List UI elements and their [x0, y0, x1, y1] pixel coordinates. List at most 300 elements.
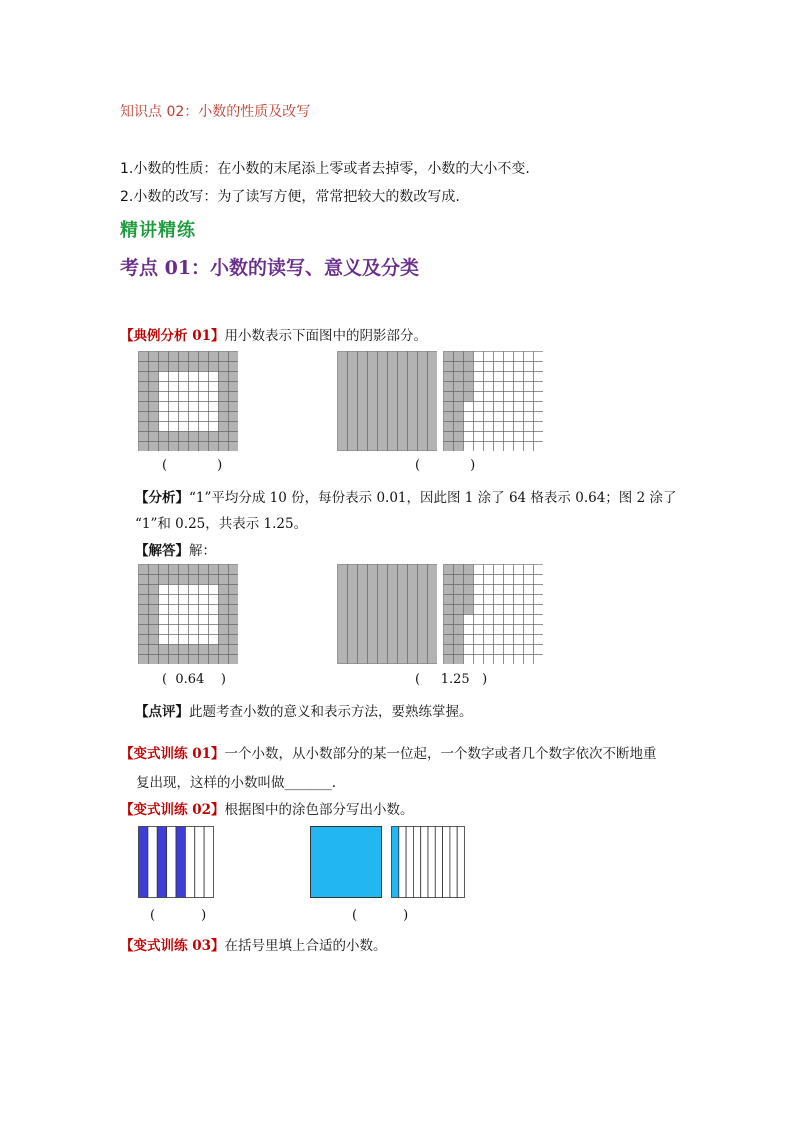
grid-cell	[189, 575, 199, 585]
grid-cell	[494, 442, 504, 452]
grid-cell	[464, 615, 474, 625]
strip	[338, 565, 348, 664]
grid-cell	[139, 565, 149, 575]
grid-cell	[219, 382, 229, 392]
grid-cell	[484, 402, 494, 412]
grid-cell	[189, 605, 199, 615]
grid-cell	[149, 655, 159, 665]
grid-cell	[464, 645, 474, 655]
grid-cell	[169, 362, 179, 372]
knowledge-item-1: 1.小数的性质：在小数的末尾添上零或者去掉零，小数的大小不变.	[120, 161, 530, 177]
grid-cell	[454, 392, 464, 402]
grid-cell	[534, 585, 544, 595]
grid-cell	[229, 422, 239, 432]
grid-cell	[494, 655, 504, 665]
section-heading: 精讲精练	[120, 220, 196, 241]
grid-cell	[179, 645, 189, 655]
grid-cell	[524, 372, 534, 382]
strip	[139, 827, 148, 898]
strip	[443, 827, 450, 898]
grid-cell	[534, 565, 544, 575]
grid-cell	[474, 362, 484, 372]
grid-cell	[454, 625, 464, 635]
grid-cell	[454, 605, 464, 615]
grid-cell	[504, 645, 514, 655]
grid-cell	[139, 635, 149, 645]
practice-1-tag: 【变式训练 01】	[120, 746, 225, 762]
grid-cell	[444, 382, 454, 392]
grid-cell	[189, 615, 199, 625]
grid-cell	[474, 392, 484, 402]
strip	[388, 352, 398, 451]
strip	[418, 352, 428, 451]
grid-cell	[179, 442, 189, 452]
grid-cell	[189, 382, 199, 392]
strip	[368, 565, 378, 664]
grid-cell	[514, 382, 524, 392]
grid-cell	[514, 625, 524, 635]
grid-cell	[209, 442, 219, 452]
grid-cell	[219, 362, 229, 372]
grid-cell	[179, 595, 189, 605]
grid-cell	[524, 402, 534, 412]
grid-cell	[199, 605, 209, 615]
knowledge-point-title: 知识点 02：小数的性质及改写	[120, 104, 311, 120]
grid-cell	[209, 372, 219, 382]
grid-cell	[454, 585, 464, 595]
grid-cell	[149, 615, 159, 625]
grid-cell	[229, 362, 239, 372]
grid-cell	[514, 575, 524, 585]
grid-cell	[209, 362, 219, 372]
strip	[348, 565, 358, 664]
grid-cell	[189, 585, 199, 595]
grid-cell	[229, 655, 239, 665]
grid-cell	[159, 615, 169, 625]
grid-cell	[444, 442, 454, 452]
strip	[392, 827, 399, 898]
grid-cell	[484, 362, 494, 372]
grid-cell	[474, 655, 484, 665]
comment-tag: 【点评】	[135, 704, 189, 720]
answer-value-2: ( 1.25 )	[415, 672, 488, 687]
grid-cell	[199, 412, 209, 422]
grid-cell	[514, 412, 524, 422]
practice-blank-2: ( )	[352, 908, 409, 923]
grid-cell	[199, 352, 209, 362]
strip	[408, 565, 418, 664]
grid-cell	[229, 372, 239, 382]
grid-cell	[484, 432, 494, 442]
grid-cell	[139, 402, 149, 412]
grid-cell	[484, 635, 494, 645]
grid-cell	[534, 402, 544, 412]
grid-cell	[169, 605, 179, 615]
grid-cell	[534, 352, 544, 362]
grid-cell	[189, 595, 199, 605]
grid-cell	[159, 645, 169, 655]
grid-cell	[504, 362, 514, 372]
answer-line: 【解答】解：	[135, 543, 216, 559]
grid-cell	[444, 412, 454, 422]
practice-3-tag: 【变式训练 03】	[120, 938, 225, 954]
grid-cell	[494, 372, 504, 382]
grid-cell	[484, 382, 494, 392]
grid-cell	[474, 382, 484, 392]
grid-cell	[149, 442, 159, 452]
grid-cell	[149, 585, 159, 595]
grid-cell	[149, 605, 159, 615]
grid-cell	[219, 442, 229, 452]
grid-cell	[444, 595, 454, 605]
grid-cell	[514, 362, 524, 372]
grid-cell	[524, 565, 534, 575]
strip	[378, 352, 388, 451]
grid-cell	[514, 565, 524, 575]
grid-cell	[484, 655, 494, 665]
grid-cell	[169, 402, 179, 412]
grid-cell	[514, 372, 524, 382]
grid-cell	[149, 382, 159, 392]
grid-cell	[454, 372, 464, 382]
grid-cell	[534, 372, 544, 382]
grid-cell	[444, 362, 454, 372]
grid-cell	[179, 412, 189, 422]
grid-cell	[219, 422, 229, 432]
strip	[157, 827, 166, 898]
grid-cell	[524, 442, 534, 452]
grid-cell	[504, 432, 514, 442]
grid-cell	[219, 402, 229, 412]
grid-cell	[444, 352, 454, 362]
grid-cell	[189, 362, 199, 372]
grid-cell	[514, 635, 524, 645]
grid-cell	[524, 605, 534, 615]
grid-cell	[464, 432, 474, 442]
grid-cell	[534, 442, 544, 452]
strip	[185, 827, 194, 898]
grid-cell	[444, 392, 454, 402]
grid-cell	[169, 442, 179, 452]
grid-cell	[229, 565, 239, 575]
strip	[195, 827, 204, 898]
grid-cell	[534, 655, 544, 665]
grid-cell	[139, 615, 149, 625]
grid-cell	[444, 625, 454, 635]
grid-cell	[159, 392, 169, 402]
grid-cell	[169, 392, 179, 402]
grid-cell	[139, 412, 149, 422]
grid-cell	[484, 565, 494, 575]
grid-cell	[524, 625, 534, 635]
grid-cell	[514, 595, 524, 605]
grid-cell	[494, 605, 504, 615]
grid-cell	[494, 565, 504, 575]
grid-cell	[159, 402, 169, 412]
grid-cell	[494, 645, 504, 655]
grid-cell	[189, 655, 199, 665]
answer-figure-1-grid	[138, 564, 238, 664]
grid-cell	[209, 595, 219, 605]
grid-cell	[149, 625, 159, 635]
grid-cell	[149, 352, 159, 362]
strip	[450, 827, 457, 898]
example-blank-1: ( )	[162, 458, 223, 473]
grid-cell	[139, 655, 149, 665]
grid-cell	[199, 432, 209, 442]
grid-cell	[209, 625, 219, 635]
strip	[148, 827, 157, 898]
answer-tag: 【解答】	[135, 543, 189, 559]
grid-cell	[179, 352, 189, 362]
grid-cell	[534, 412, 544, 422]
grid-cell	[199, 392, 209, 402]
grid-cell	[504, 635, 514, 645]
grid-cell	[474, 352, 484, 362]
grid-cell	[514, 645, 524, 655]
grid-cell	[444, 585, 454, 595]
grid-cell	[199, 655, 209, 665]
strip	[368, 352, 378, 451]
grid-cell	[474, 605, 484, 615]
grid-cell	[169, 575, 179, 585]
example-question-text: 用小数表示下面图中的阴影部分。	[224, 328, 427, 344]
grid-cell	[219, 392, 229, 402]
grid-cell	[229, 442, 239, 452]
grid-cell	[504, 595, 514, 605]
grid-cell	[534, 382, 544, 392]
grid-cell	[149, 372, 159, 382]
practice-1-line-2: 复出现，这样的小数叫做_______.	[136, 775, 337, 791]
grid-cell	[199, 595, 209, 605]
grid-cell	[524, 615, 534, 625]
example-figure-2-strips	[337, 351, 437, 451]
grid-cell	[189, 372, 199, 382]
grid-cell	[464, 402, 474, 412]
strip	[428, 565, 438, 664]
grid-cell	[524, 382, 534, 392]
grid-cell	[179, 635, 189, 645]
grid-cell	[464, 442, 474, 452]
grid-cell	[444, 655, 454, 665]
grid-cell	[454, 352, 464, 362]
strip	[421, 827, 428, 898]
grid-cell	[474, 432, 484, 442]
grid-cell	[454, 442, 464, 452]
grid-cell	[454, 575, 464, 585]
grid-cell	[229, 352, 239, 362]
grid-cell	[504, 585, 514, 595]
strip	[204, 827, 213, 898]
grid-cell	[464, 655, 474, 665]
grid-cell	[169, 585, 179, 595]
exam-point-heading: 考点 01：小数的读写、意义及分类	[120, 257, 420, 279]
grid-cell	[169, 565, 179, 575]
grid-cell	[474, 422, 484, 432]
grid-cell	[524, 595, 534, 605]
grid-cell	[209, 605, 219, 615]
grid-cell	[534, 605, 544, 615]
grid-cell	[159, 585, 169, 595]
grid-cell	[159, 442, 169, 452]
grid-cell	[209, 382, 219, 392]
grid-cell	[169, 635, 179, 645]
grid-cell	[504, 422, 514, 432]
strip	[176, 827, 185, 898]
grid-cell	[199, 625, 209, 635]
grid-cell	[169, 645, 179, 655]
grid-cell	[179, 615, 189, 625]
grid-cell	[474, 565, 484, 575]
grid-cell	[139, 625, 149, 635]
grid-cell	[169, 352, 179, 362]
grid-cell	[199, 362, 209, 372]
grid-cell	[139, 422, 149, 432]
grid-cell	[189, 352, 199, 362]
grid-cell	[219, 615, 229, 625]
grid-cell	[199, 382, 209, 392]
grid-cell	[504, 655, 514, 665]
example-question	[120, 324, 427, 344]
grid-cell	[169, 382, 179, 392]
grid-cell	[199, 402, 209, 412]
grid-cell	[444, 372, 454, 382]
grid-cell	[484, 442, 494, 452]
grid-cell	[464, 575, 474, 585]
grid-cell	[159, 382, 169, 392]
grid-cell	[464, 412, 474, 422]
grid-cell	[514, 402, 524, 412]
grid-cell	[494, 382, 504, 392]
grid-cell	[494, 585, 504, 595]
grid-cell	[504, 575, 514, 585]
grid-cell	[139, 575, 149, 585]
grid-cell	[139, 432, 149, 442]
grid-cell	[149, 575, 159, 585]
grid-cell	[219, 412, 229, 422]
grid-cell	[494, 352, 504, 362]
grid-cell	[159, 595, 169, 605]
grid-cell	[159, 352, 169, 362]
grid-cell	[179, 392, 189, 402]
grid-cell	[474, 585, 484, 595]
grid-cell	[454, 382, 464, 392]
grid-cell	[209, 432, 219, 442]
grid-cell	[444, 402, 454, 412]
strip	[358, 352, 368, 451]
grid-cell	[444, 645, 454, 655]
grid-cell	[484, 392, 494, 402]
grid-cell	[534, 645, 544, 655]
grid-cell	[524, 585, 534, 595]
grid-cell	[474, 625, 484, 635]
grid-cell	[534, 392, 544, 402]
strip	[435, 827, 442, 898]
grid-cell	[139, 352, 149, 362]
grid-cell	[159, 432, 169, 442]
grid-cell	[139, 595, 149, 605]
grid-cell	[179, 625, 189, 635]
grid-cell	[189, 412, 199, 422]
grid-cell	[139, 645, 149, 655]
grid-cell	[139, 585, 149, 595]
grid-cell	[229, 605, 239, 615]
grid-cell	[209, 615, 219, 625]
grid-cell	[494, 625, 504, 635]
grid-cell	[159, 655, 169, 665]
grid-cell	[504, 442, 514, 452]
grid-cell	[189, 625, 199, 635]
grid-cell	[454, 565, 464, 575]
grid-cell	[494, 422, 504, 432]
grid-cell	[219, 595, 229, 605]
grid-cell	[209, 575, 219, 585]
grid-cell	[444, 635, 454, 645]
grid-cell	[209, 412, 219, 422]
grid-cell	[484, 595, 494, 605]
grid-cell	[484, 575, 494, 585]
grid-cell	[524, 655, 534, 665]
grid-cell	[199, 575, 209, 585]
grid-cell	[444, 432, 454, 442]
grid-cell	[159, 575, 169, 585]
grid-cell	[209, 422, 219, 432]
grid-cell	[209, 655, 219, 665]
strip	[358, 565, 368, 664]
grid-cell	[149, 362, 159, 372]
grid-cell	[169, 372, 179, 382]
grid-cell	[199, 585, 209, 595]
grid-cell	[199, 565, 209, 575]
grid-cell	[149, 635, 159, 645]
grid-cell	[149, 422, 159, 432]
grid-cell	[169, 422, 179, 432]
strip	[413, 827, 420, 898]
grid-cell	[454, 635, 464, 645]
grid-cell	[504, 352, 514, 362]
grid-cell	[219, 585, 229, 595]
grid-cell	[484, 372, 494, 382]
practice-2-line: 【变式训练 02】根据图中的涂色部分写出小数。	[120, 802, 414, 818]
grid-cell	[179, 422, 189, 432]
grid-cell	[179, 372, 189, 382]
grid-cell	[179, 432, 189, 442]
grid-cell	[189, 442, 199, 452]
grid-cell	[169, 655, 179, 665]
grid-cell	[179, 585, 189, 595]
strip	[418, 565, 428, 664]
analysis-line-2: “1”和 0.25，共表示 1.25。	[135, 516, 308, 532]
grid-cell	[169, 432, 179, 442]
grid-cell	[189, 432, 199, 442]
grid-cell	[149, 392, 159, 402]
grid-cell	[149, 412, 159, 422]
grid-cell	[464, 392, 474, 402]
grid-cell	[464, 422, 474, 432]
grid-cell	[464, 625, 474, 635]
grid-cell	[199, 645, 209, 655]
grid-cell	[504, 392, 514, 402]
grid-cell	[494, 402, 504, 412]
grid-cell	[179, 362, 189, 372]
grid-cell	[149, 402, 159, 412]
grid-cell	[514, 432, 524, 442]
grid-cell	[159, 625, 169, 635]
grid-cell	[229, 585, 239, 595]
grid-cell	[159, 635, 169, 645]
grid-cell	[229, 615, 239, 625]
grid-cell	[219, 605, 229, 615]
